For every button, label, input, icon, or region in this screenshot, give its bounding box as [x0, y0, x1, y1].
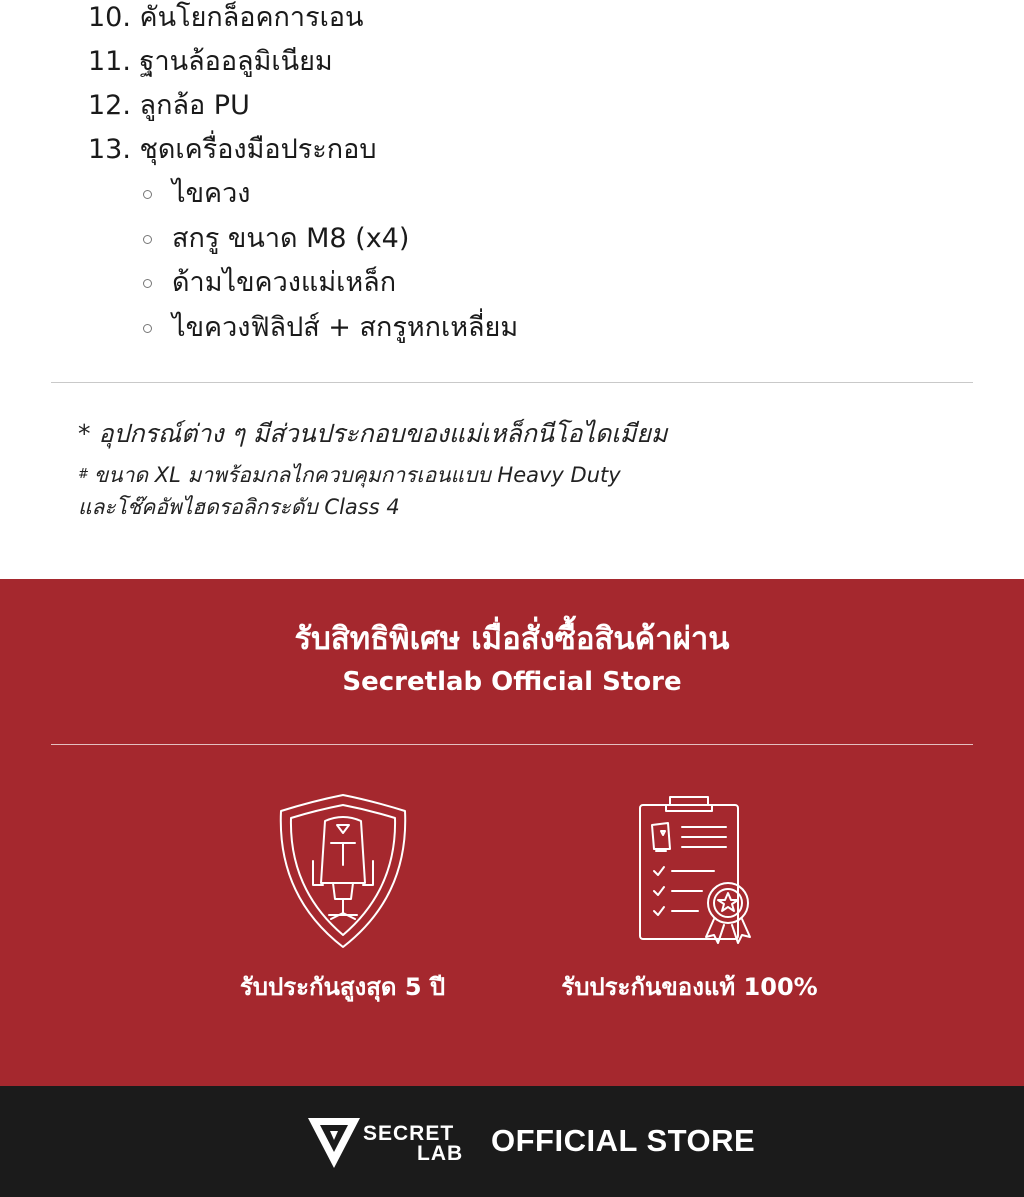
spec-number: 11. — [88, 46, 131, 77]
spec-list — [88, 0, 518, 350]
tool-kit-item — [143, 217, 518, 262]
tool-kit-list — [88, 172, 518, 350]
clipboard-certificate-icon — [610, 791, 770, 951]
bullet-circle-icon — [143, 324, 152, 333]
spec-text: ฐานล้ออลูมิเนียม — [139, 46, 333, 77]
bullet-circle-icon — [143, 279, 152, 288]
tool-kit-item-label: ไขควงฟิลิปส์ + สกรูหกเหลี่ยม — [172, 311, 519, 343]
shield-chair-icon — [273, 791, 413, 951]
secretlab-wordmark — [363, 1124, 463, 1164]
spec-item-10 — [88, 0, 518, 40]
spec-text: คันโยกล็อคการเอน — [139, 2, 364, 33]
footer-bar — [0, 1086, 1024, 1197]
benefit-warranty-label: รับประกันสูงสุด 5 ปี — [239, 973, 446, 1001]
promo-banner — [0, 579, 1024, 1086]
spec-section — [0, 0, 1024, 579]
benefit-authentic-label: รับประกันของแท้ 100% — [561, 973, 818, 1001]
spec-number: 13. — [88, 134, 131, 165]
benefit-authentic — [552, 791, 827, 1007]
wordmark-line2: LAB — [417, 1142, 464, 1165]
spec-item-12 — [88, 84, 518, 128]
wordmark-line1: SECRET — [363, 1122, 455, 1145]
spec-text: ลูกล้อ PU — [139, 90, 250, 121]
official-store-label: OFFICIAL STORE — [491, 1123, 756, 1158]
footnote-mark: # — [78, 467, 89, 482]
promo-subtitle: Secretlab Official Store — [342, 667, 682, 697]
bullet-circle-icon — [143, 190, 152, 199]
spec-text: ชุดเครื่องมือประกอบ — [139, 134, 377, 165]
section-divider — [51, 382, 973, 383]
tool-kit-item-label: สกรู ขนาด M8 (x4) — [172, 222, 410, 254]
tool-kit-item-label: ไขควง — [172, 178, 251, 209]
tool-kit-item-label: ด้ามไขควงแม่เหล็ก — [172, 267, 397, 298]
spec-item-11 — [88, 40, 518, 84]
footnote-xl-line1: ขนาด XL มาพร้อมกลไกควบคุมการเอนแบบ Heavy Duty — [93, 463, 621, 487]
footnote-magnet: * อุปกรณ์ต่าง ๆ มีส่วนประกอบของแม่เหล็กนีโอไดเมียม — [78, 419, 668, 448]
benefit-warranty — [230, 791, 455, 1007]
footnote-xl — [78, 459, 667, 523]
tool-kit-item — [143, 306, 518, 351]
promo-title: รับสิทธิพิเศษ เมื่อสั่งซื้อสินค้าผ่าน — [294, 621, 730, 657]
footnote-xl-line2: และโช๊คอัพไฮดรอลิกระดับ Class 4 — [78, 495, 400, 519]
bullet-circle-icon — [143, 235, 152, 244]
spec-number: 10. — [88, 2, 131, 33]
secretlab-logo-icon — [308, 1116, 360, 1170]
tool-kit-item — [143, 172, 518, 217]
spec-number: 12. — [88, 90, 131, 121]
tool-kit-item — [143, 261, 518, 306]
footnotes — [78, 414, 667, 523]
promo-divider — [51, 744, 973, 745]
spec-item-13 — [88, 128, 518, 350]
